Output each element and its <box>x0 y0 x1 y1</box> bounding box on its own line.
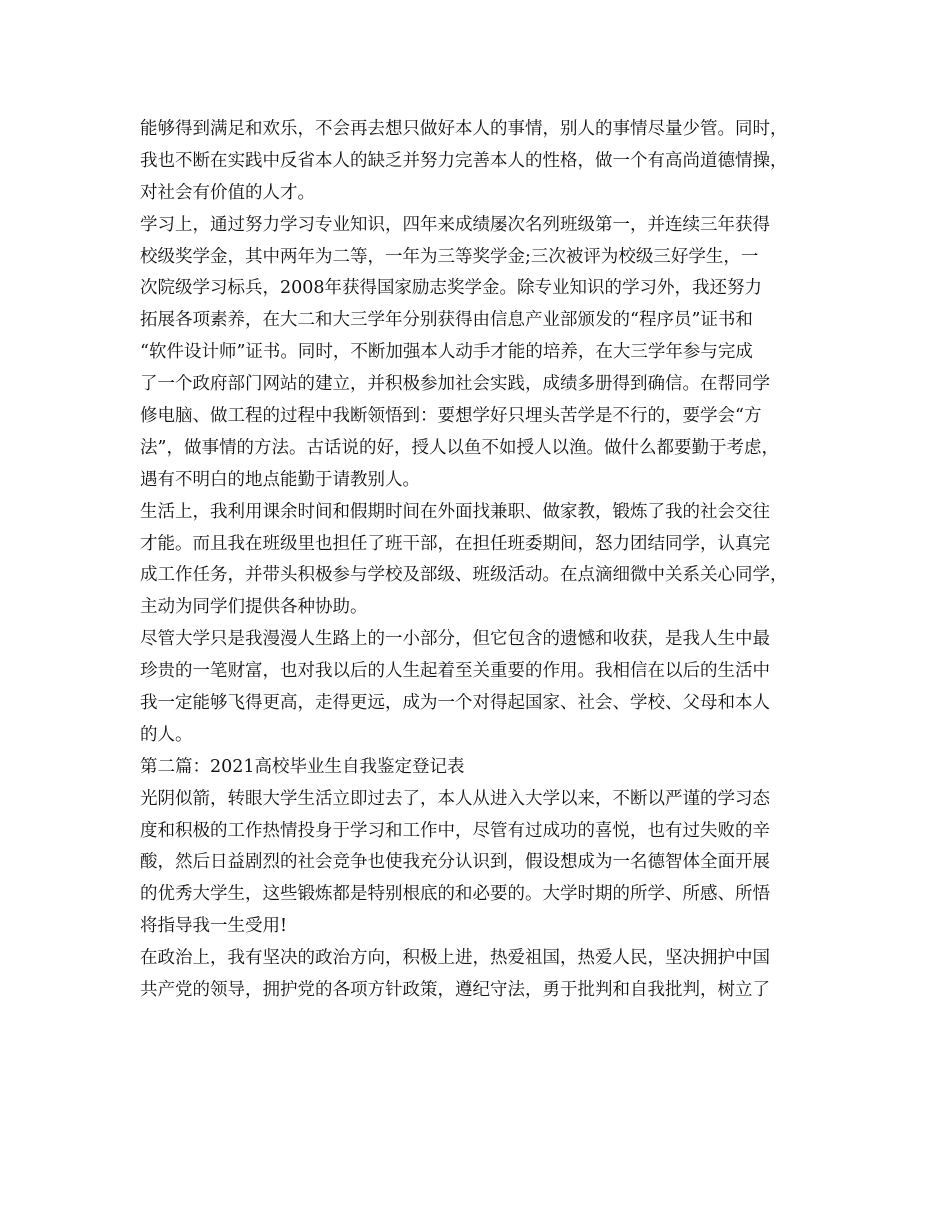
document-body <box>140 114 840 1007</box>
text-line: 的优秀大学生，这些锻炼都是特别根底的和必要的。大学时期的所学、所感、所悟 <box>140 884 770 905</box>
text-line: 拓展各项素养，在大二和大三学年分别获得由信息产业部颁发的“程序员”证书和 <box>140 310 753 331</box>
text-line: 能够得到满足和欢乐，不会再去想只做好本人的事情，别人的事情尽量少管。同时， <box>140 119 788 139</box>
text-line: 成工作任务，并带头积极参与学校及部级、班级活动。在点滴细微中关系关心同学， <box>140 565 788 586</box>
text-line: 对社会有价值的人才。 <box>140 182 315 203</box>
text-line: 校级奖学金，其中两年为二等，一年为三等奖学金;三次被评为校级三好学生，一 <box>140 246 759 267</box>
text-line: 珍贵的一笔财富，也对我以后的人生起着至关重要的作用。我相信在以后的生活中 <box>140 661 770 682</box>
text-line: 我一定能够飞得更高，走得更远，成为一个对得起国家、社会、学校、父母和本人 <box>140 693 770 714</box>
text-line: 法”，做事情的方法。古话说的好，授人以鱼不如授人以渔。做什么都要勤于考虑， <box>140 437 779 458</box>
section-heading: 第二篇：2021高校毕业生自我鉴定登记表 <box>140 756 465 777</box>
text-line: “软件设计师”证书。同时，不断加强本人动手才能的培养，在大三学年参与完成 <box>140 342 753 363</box>
text-line: 在政治上，我有坚决的政治方向，积极上进，热爱祖国，热爱人民，坚决拥护中国 <box>140 948 770 969</box>
text-line: 次院级学习标兵，2008年获得国家励志奖学金。除专业知识的学习外，我还努力 <box>140 278 763 299</box>
text-line: 遇有不明白的地点能勤于请教别人。 <box>140 469 420 490</box>
text-line: 生活上，我利用课余时间和假期时间在外面找兼职、做家教，锻炼了我的社会交往 <box>140 501 770 522</box>
text-line: 学习上，通过努力学习专业知识，四年来成绩屡次名列班级第一，并连续三年获得 <box>140 214 770 235</box>
text-line: 的人。 <box>140 724 193 745</box>
text-line: 我也不断在实践中反省本人的缺乏并努力完善本人的性格，做一个有高尚道德情操， <box>140 150 788 171</box>
text-line: 共产党的领导，拥护党的各项方针政策，遵纪守法，勇于批判和自我批判，树立了 <box>140 980 770 1001</box>
text-line: 主动为同学们提供各种协助。 <box>140 597 368 618</box>
text-line: 修电脑、做工程的过程中我断领悟到：要想学好只埋头苦学是不行的，要学会“方 <box>140 406 762 427</box>
text-line: 酸，然后日益剧烈的社会竞争也使我充分认识到，假设想成为一名德智体全面开展 <box>140 852 770 873</box>
text-line: 将指导我一生受用! <box>140 916 288 937</box>
text-line: 光阴似箭，转眼大学生活立即过去了，本人从进入大学以来，不断以严谨的学习态 <box>140 788 770 809</box>
text-line: 才能。而且我在班级里也担任了班干部，在担任班委期间，怒力团结同学，认真完 <box>140 533 770 554</box>
text-line: 度和积极的工作热情投身于学习和工作中，尽管有过成功的喜悦，也有过失败的辛 <box>140 820 770 841</box>
text-line: 尽管大学只是我漫漫人生路上的一小部分，但它包含的遗憾和收获，是我人生中最 <box>140 629 770 650</box>
text-line: 了一个政府部门网站的建立，并积极参加社会实践，成绩多册得到确信。在帮同学 <box>140 374 770 395</box>
